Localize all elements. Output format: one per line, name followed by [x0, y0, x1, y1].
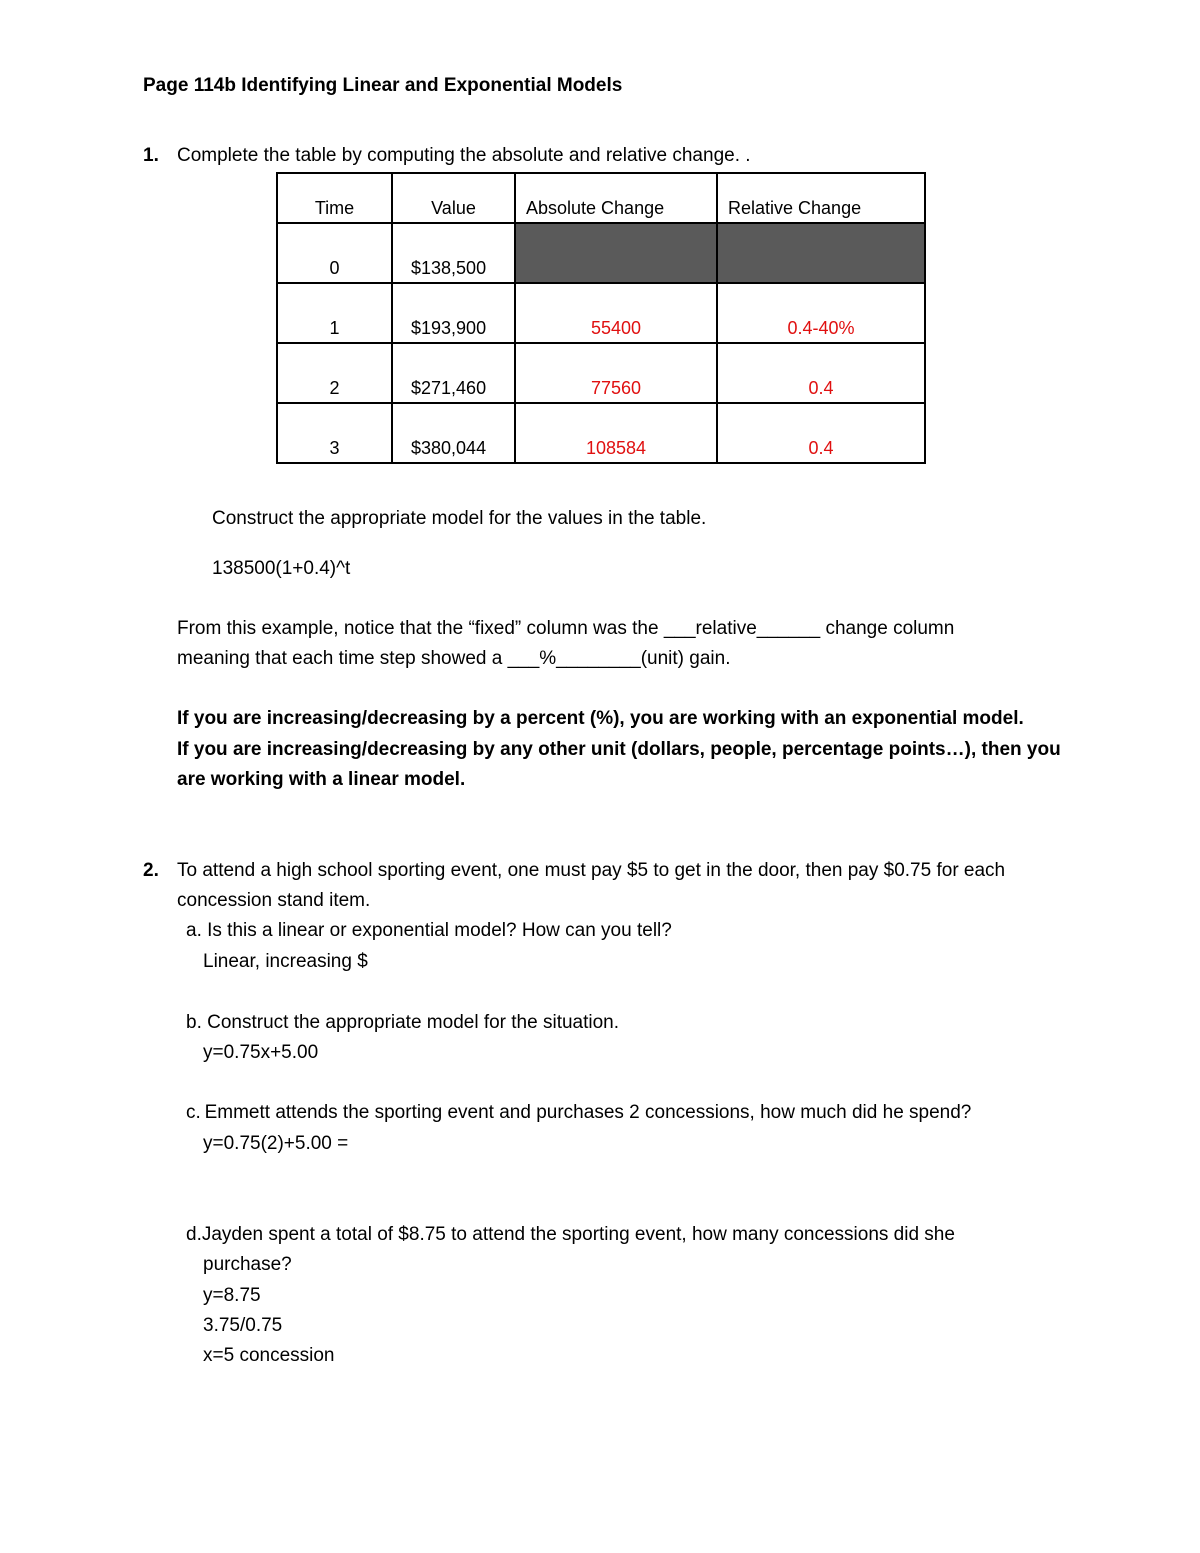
table-header-row: [277, 173, 925, 223]
cell-value: $380,044: [392, 403, 515, 463]
part-b-answer: y=0.75x+5.00: [203, 1042, 319, 1063]
cell-relative-change: 0.4-40%: [717, 283, 925, 343]
part-d-question-line-1: d.Jayden spent a total of $8.75 to attend the sporting event, how many concessions did she: [186, 1224, 955, 1245]
cell-value: $193,900: [392, 283, 515, 343]
cell-value: $138,500: [392, 223, 515, 283]
table-row: [277, 283, 925, 343]
part-d-answer-line-1: y=8.75: [203, 1285, 261, 1306]
cell-value: $271,460: [392, 343, 515, 403]
cell-time: 1: [277, 283, 392, 343]
page-title: Page 114b Identifying Linear and Exponential Models: [143, 75, 623, 96]
table-row: [277, 403, 925, 463]
cell-absolute-change: 55400: [515, 283, 717, 343]
notice-line-2: meaning that each time step showed a ___%________(unit) gain.: [177, 648, 731, 669]
question-2-prompt-line-2: concession stand item.: [177, 890, 371, 911]
part-c-answer: y=0.75(2)+5.00 =: [203, 1133, 349, 1154]
part-d-question-line-2: purchase?: [203, 1254, 292, 1275]
header-time: Time: [277, 173, 392, 223]
cell-time: 2: [277, 343, 392, 403]
table-row: [277, 343, 925, 403]
change-table: [276, 172, 926, 464]
part-d-answer-line-2: 3.75/0.75: [203, 1315, 283, 1336]
notice-line-1: From this example, notice that the “fixed” column was the ___relative______ change column: [177, 618, 955, 639]
header-value: Value: [392, 173, 515, 223]
cell-relative-change: 0.4: [717, 343, 925, 403]
cell-relative-shaded: [717, 223, 925, 283]
rule-line-1: If you are increasing/decreasing by a percent (%), you are working with an exponential model.: [177, 708, 1024, 729]
construct-prompt: Construct the appropriate model for the values in the table.: [212, 508, 707, 529]
model-answer: 138500(1+0.4)^t: [212, 558, 351, 579]
cell-absolute-change: 108584: [515, 403, 717, 463]
question-1-number: 1.: [143, 145, 159, 166]
rule-line-2: If you are increasing/decreasing by any other unit (dollars, people, percentage points…), then you: [177, 739, 1061, 760]
cell-relative-change: 0.4: [717, 403, 925, 463]
part-d-answer-line-3: x=5 concession: [203, 1345, 335, 1366]
question-2-prompt-line-1: To attend a high school sporting event, one must pay $5 to get in the door, then pay $0.75 for each: [177, 860, 1006, 881]
cell-time: 3: [277, 403, 392, 463]
part-b-question: b. Construct the appropriate model for the situation.: [186, 1012, 620, 1033]
cell-absolute-shaded: [515, 223, 717, 283]
header-relative-change: Relative Change: [717, 173, 925, 223]
question-2-number: 2.: [143, 860, 159, 881]
cell-time: 0: [277, 223, 392, 283]
part-c-question: c. Emmett attends the sporting event and purchases 2 concessions, how much did he spend?: [186, 1102, 972, 1123]
table-row: [277, 223, 925, 283]
part-a-question: a. Is this a linear or exponential model? How can you tell?: [186, 920, 672, 941]
question-1-prompt: Complete the table by computing the absolute and relative change. .: [177, 145, 751, 166]
cell-absolute-change: 77560: [515, 343, 717, 403]
rule-line-3: are working with a linear model.: [177, 769, 466, 790]
header-absolute-change: Absolute Change: [515, 173, 717, 223]
part-a-answer: Linear, increasing $: [203, 951, 368, 972]
